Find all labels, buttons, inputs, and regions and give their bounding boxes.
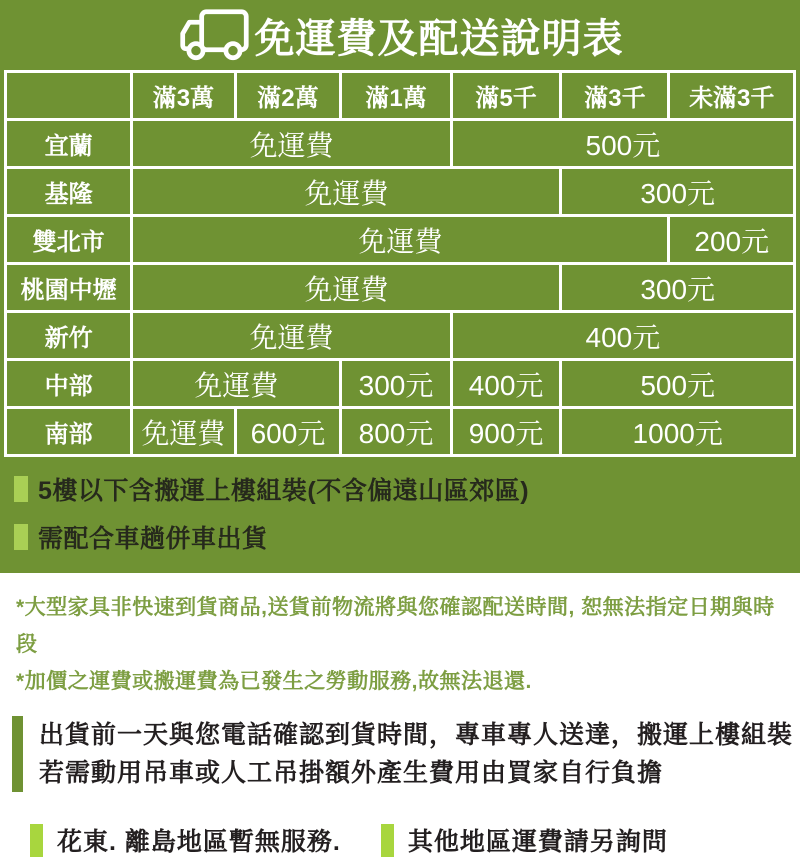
truck-icon (177, 8, 251, 63)
region-label: 基隆 (6, 168, 132, 216)
fee-cell: 200元 (669, 216, 795, 264)
note-text: 5樓以下含搬運上樓組裝(不含偏遠山區郊區) (38, 477, 530, 505)
column-header: 滿1萬 (341, 72, 451, 120)
free-shipping-cell: 免運費 (132, 360, 341, 408)
bottom-note-text: 花東. 離島地區暫無服務. (57, 828, 341, 856)
delivery-note-line: 出貨前一天與您電話確認到貨時間，專車專人送達，搬運上樓組裝 (39, 721, 794, 749)
region-label: 新竹 (6, 312, 132, 360)
table-row (6, 408, 795, 456)
table-row (6, 360, 795, 408)
region-label: 中部 (6, 360, 132, 408)
note-item (14, 471, 786, 507)
region-label: 南部 (6, 408, 132, 456)
table-row (6, 264, 795, 312)
page-title: 免運費及配送說明表 (254, 16, 624, 61)
white-section (0, 573, 800, 858)
table-corner-cell (6, 72, 132, 120)
fee-cell: 300元 (561, 168, 795, 216)
fine-print (0, 573, 800, 700)
table-header-row (6, 72, 795, 120)
column-header: 滿3萬 (132, 72, 235, 120)
fee-cell: 800元 (341, 408, 451, 456)
region-label: 雙北市 (6, 216, 132, 264)
note-text: 需配合車趟併車出貨 (38, 525, 268, 553)
table-row (6, 216, 795, 264)
fee-cell: 500元 (561, 360, 795, 408)
free-shipping-cell: 免運費 (132, 312, 452, 360)
fee-cell: 1000元 (561, 408, 795, 456)
fee-cell: 900元 (451, 408, 561, 456)
delivery-note-text (39, 716, 793, 792)
delivery-note (12, 716, 800, 792)
region-label: 宜蘭 (6, 120, 132, 168)
table-row (6, 168, 795, 216)
note-item (14, 519, 786, 555)
free-shipping-cell: 免運費 (132, 408, 235, 456)
fine-print-line: *大型家具非快速到貨商品,送貨前物流將與您確認配送時間, 恕無法指定日期與時段 (16, 596, 775, 656)
free-shipping-cell: 免運費 (132, 216, 669, 264)
banner-header (0, 0, 800, 70)
fee-cell: 300元 (561, 264, 795, 312)
free-shipping-cell: 免運費 (132, 168, 561, 216)
free-shipping-cell: 免運費 (132, 120, 452, 168)
green-bar-icon (381, 824, 394, 857)
shipping-fee-table (4, 70, 796, 457)
bottom-notes (30, 822, 800, 858)
column-header: 滿3千 (561, 72, 669, 120)
green-notes (0, 457, 800, 573)
table-row (6, 312, 795, 360)
column-header: 滿2萬 (235, 72, 341, 120)
fee-cell: 300元 (341, 360, 451, 408)
table-row (6, 120, 795, 168)
region-label: 桃園中壢 (6, 264, 132, 312)
fee-cell: 400元 (451, 360, 561, 408)
fine-print-line: *加價之運費或搬運費為已發生之勞動服務,故無法退還. (16, 670, 532, 693)
fee-cell: 400元 (451, 312, 794, 360)
column-header: 未滿3千 (669, 72, 795, 120)
bullet-icon (14, 476, 28, 502)
green-bar-icon (12, 716, 23, 792)
column-header: 滿5千 (451, 72, 561, 120)
green-bar-icon (30, 824, 43, 857)
bottom-note-text: 其他地區運費請另詢問 (407, 828, 668, 856)
fee-cell: 500元 (451, 120, 794, 168)
free-shipping-cell: 免運費 (132, 264, 561, 312)
bullet-icon (14, 524, 28, 550)
delivery-note-line: 若需動用吊車或人工吊掛額外產生費用由買家自行負擔 (39, 759, 664, 787)
fee-cell: 600元 (235, 408, 341, 456)
